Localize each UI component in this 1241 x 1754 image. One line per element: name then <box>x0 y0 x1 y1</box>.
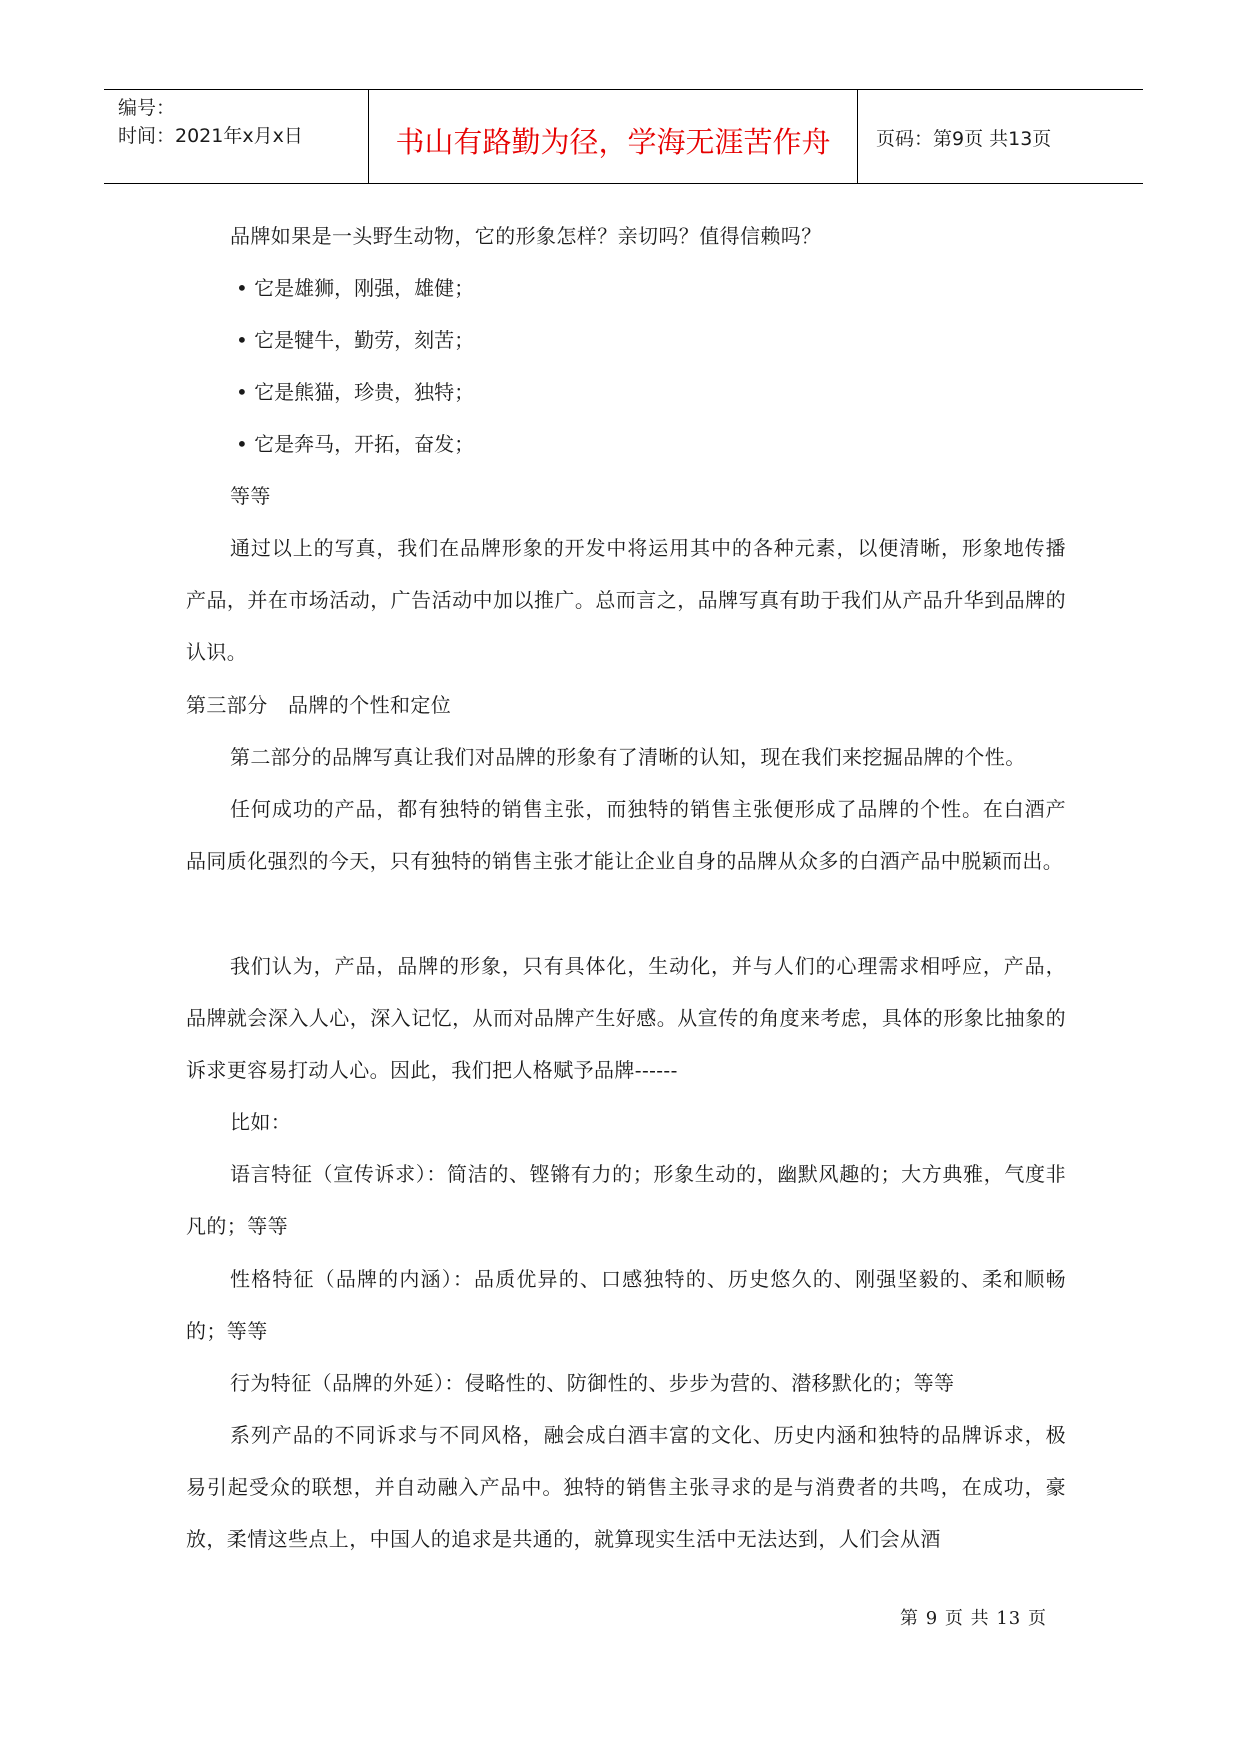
paragraph-product-series: 系列产品的不同诉求与不同风格，融会成白酒丰富的文化、历史内涵和独特的品牌诉求，极易引起受众的联想，并自动融入产品中。独特的销售主张寻求的是与消费者的共鸣，在成功，豪放，柔情这些点上，中国人的追求是共通的，就算现实生活中无法达到，人们会从酒 <box>186 1423 1066 1552</box>
document-header <box>104 89 1143 184</box>
paragraph-character-traits: 性格特征（品牌的内涵）：品质优异的、口感独特的、历史悠久的、刚强坚毅的、柔和顺畅的；等等 <box>186 1267 1066 1344</box>
bullet-item: • 它是奔马，开拓，奋发； <box>236 432 475 456</box>
page-footer: 第 9 页 共 13 页 <box>900 1608 1047 1629</box>
bullet-item: • 它是熊猫，珍贵，独特； <box>236 380 475 404</box>
paragraph-wild-animal-question: 品牌如果是一头野生动物，它的形象怎样？亲切吗？值得信赖吗？ <box>230 224 822 248</box>
bullet-item: • 它是犍牛，勤劳，刻苦； <box>236 328 475 352</box>
document-number-label: 编号： <box>118 97 176 119</box>
header-page-label: 页码：第9页 共13页 <box>876 128 1052 150</box>
document-time-label: 时间：2021年x月x日 <box>118 125 303 147</box>
header-motto-cell <box>368 90 858 183</box>
paragraph-etc: 等等 <box>230 484 271 508</box>
bullet-item: • 它是雄狮，刚强，雄健； <box>236 276 475 300</box>
header-motto: 书山有路勤为径，学海无涯苦作舟 <box>395 125 831 159</box>
paragraph-personality: 我们认为，产品，品牌的形象，只有具体化，生动化，并与人们的心理需求相呼应，产品，品牌就会深入人心，深入记忆，从而对品牌产生好感。从宣传的角度来考虑，具体的形象比抽象的诉求更容易打动人心。因此，我们把人格赋予品牌------ <box>186 954 1066 1083</box>
paragraph-unique-selling-point: 任何成功的产品，都有独特的销售主张，而独特的销售主张便形成了品牌的个性。在白酒产品同质化强烈的今天，只有独特的销售主张才能让企业自身的品牌从众多的白酒产品中脱颖而出。 <box>186 797 1066 874</box>
paragraph-part-two-recap: 第二部分的品牌写真让我们对品牌的形象有了清晰的认知，现在我们来挖掘品牌的个性。 <box>230 745 1026 769</box>
paragraph-brand-photo-summary: 通过以上的写真，我们在品牌形象的开发中将运用其中的各种元素，以便清晰，形象地传播产品，并在市场活动，广告活动中加以推广。总而言之，品牌写真有助于我们从产品升华到品牌的认识。 <box>186 536 1066 665</box>
paragraph-behavior-traits: 行为特征（品牌的外延）：侵略性的、防御性的、步步为营的、潜移默化的；等等 <box>230 1371 955 1395</box>
paragraph-language-traits: 语言特征（宣传诉求）：简洁的、铿锵有力的；形象生动的，幽默风趣的；大方典雅，气度非凡的；等等 <box>186 1162 1066 1239</box>
section-title: 第三部分 品牌的个性和定位 <box>186 693 452 717</box>
paragraph-for-example: 比如： <box>230 1110 292 1134</box>
header-info-cell <box>104 90 368 183</box>
header-page-cell <box>858 90 1143 183</box>
